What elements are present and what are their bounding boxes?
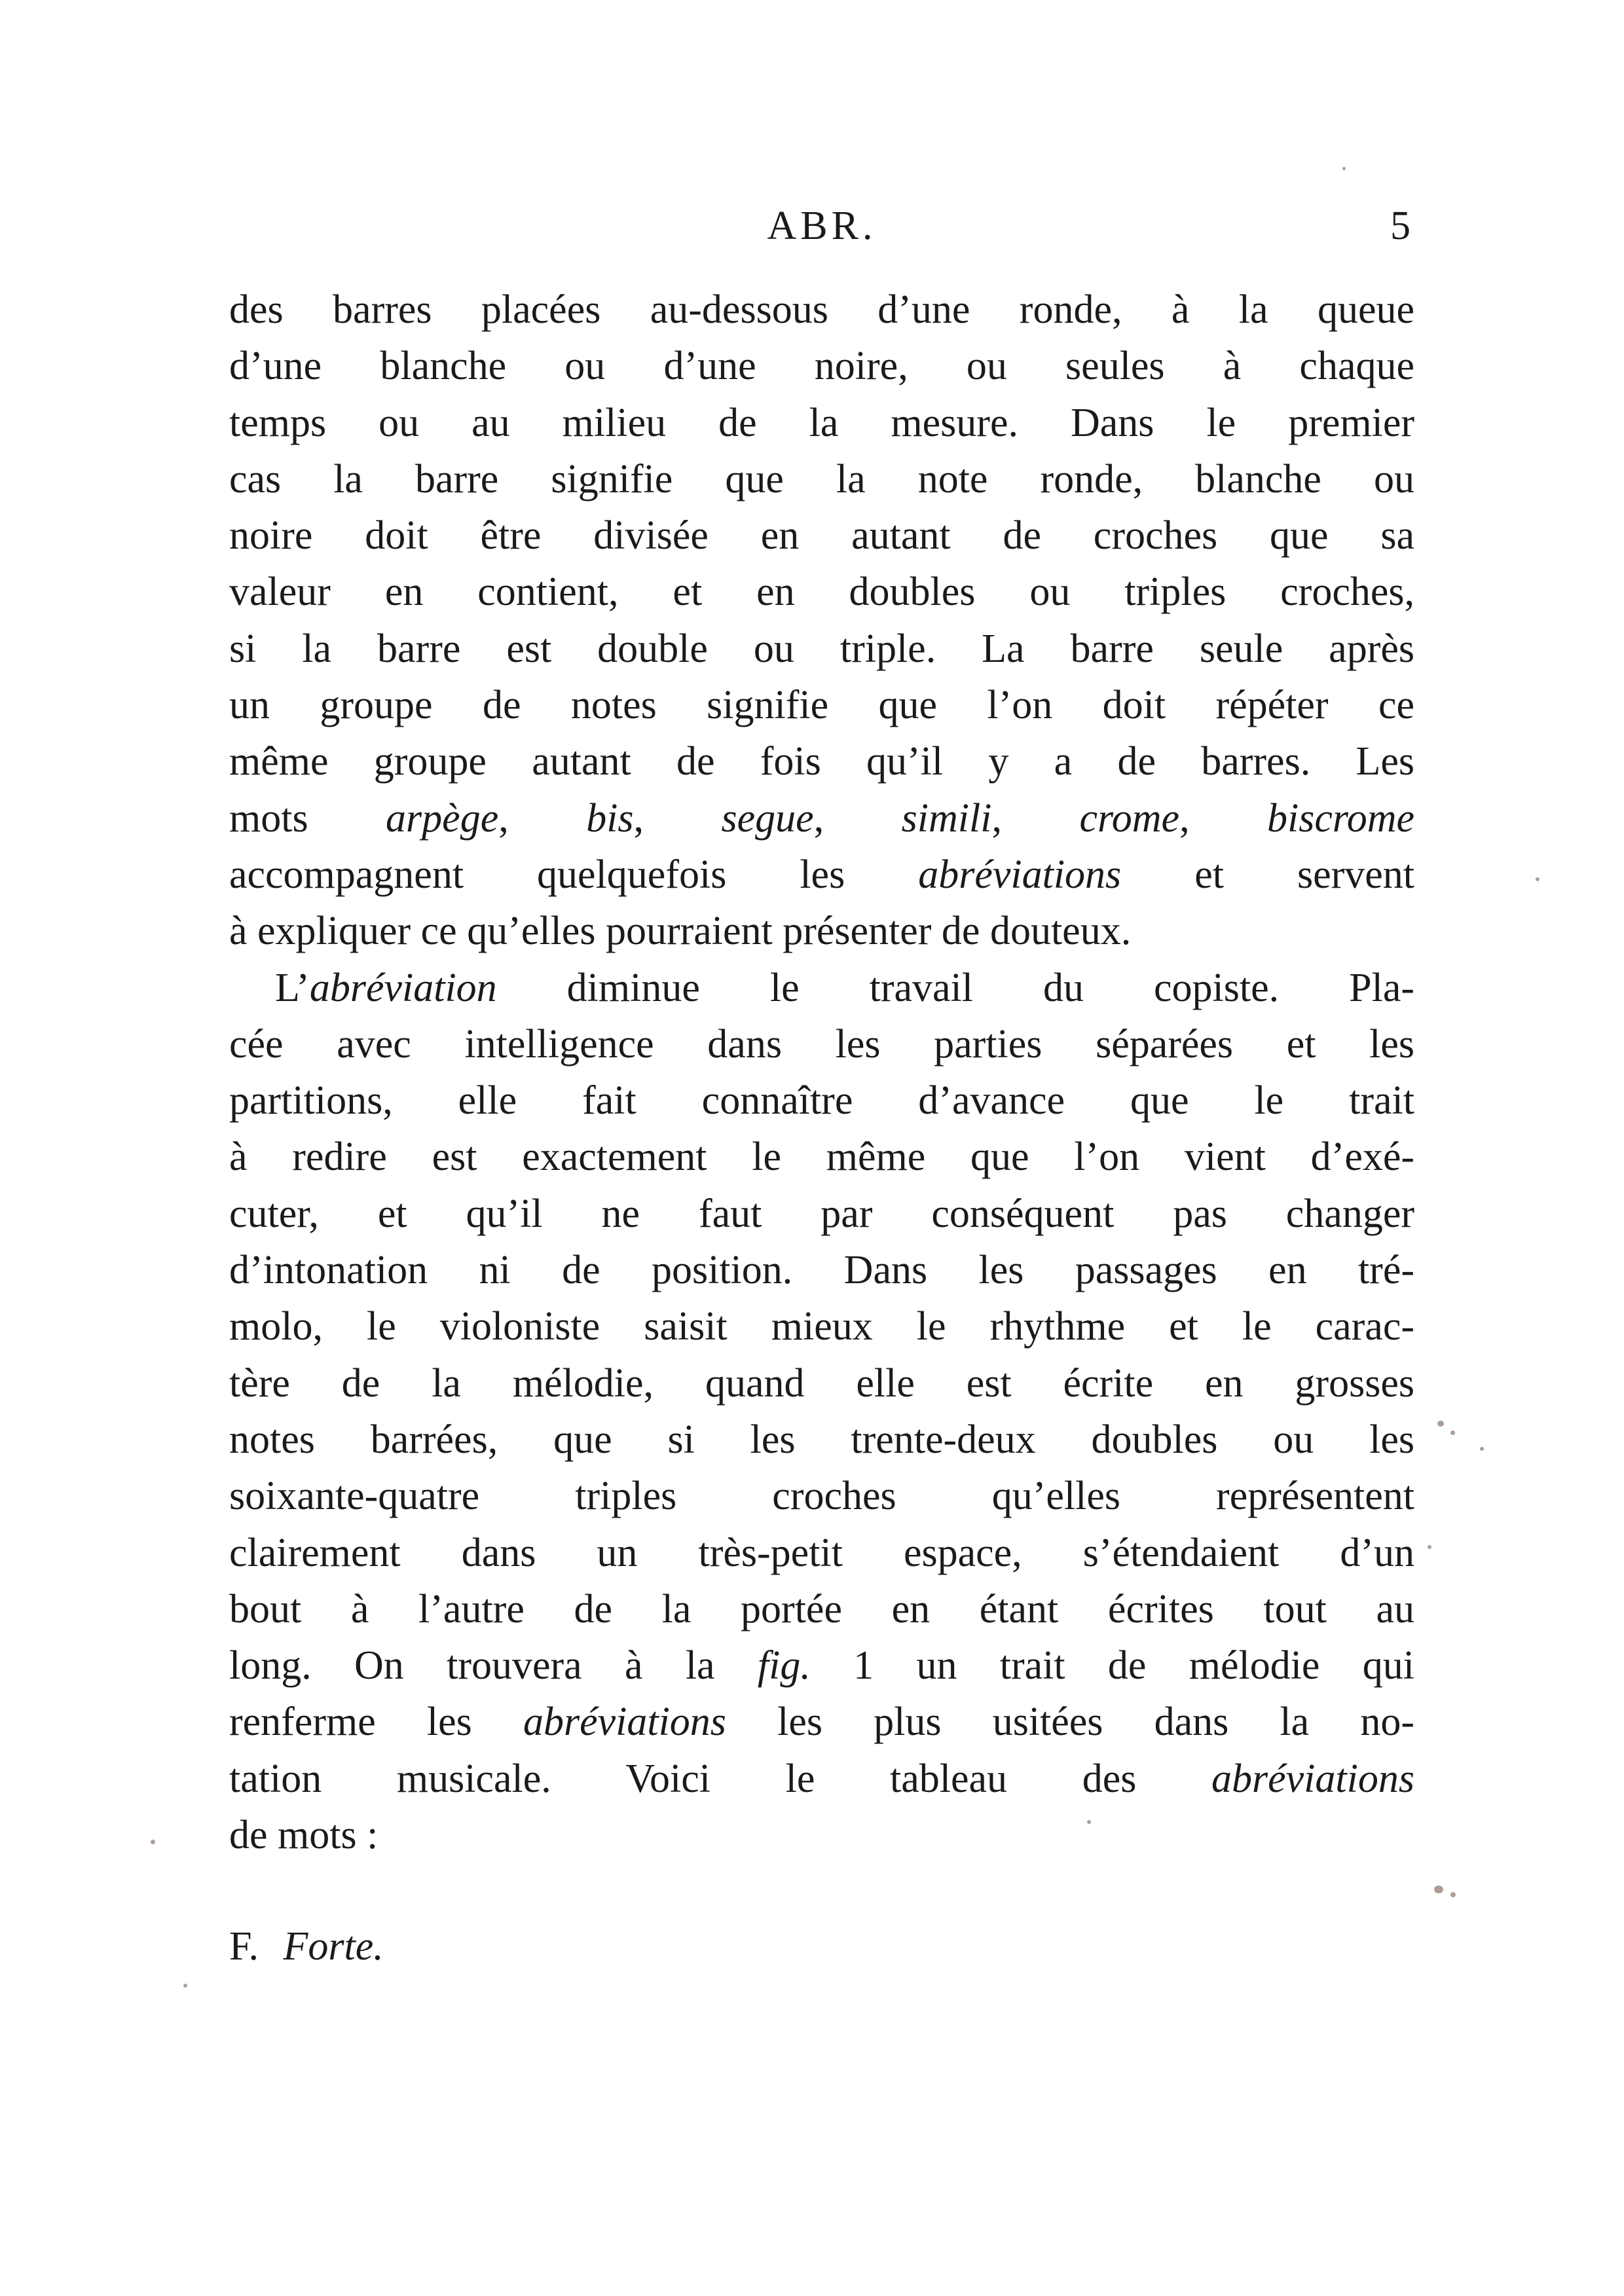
foxing-speck [1480, 1447, 1484, 1451]
italic-term: segue [721, 795, 814, 841]
text-run: mots [229, 795, 386, 841]
italic-term: arpège [386, 795, 499, 841]
text-run: renferme les [229, 1700, 523, 1745]
text-run: , [633, 795, 722, 841]
text-line [229, 1637, 1414, 1694]
text-run: noire doit être divisée en autant de croches que sa [229, 513, 1414, 558]
text-run: valeur en contient, et en doubles ou triples croches, [229, 570, 1414, 615]
text-run: bout à l’autre de la portée en étant écrites tout au [229, 1586, 1414, 1631]
italic-term: simili [901, 795, 992, 841]
text-line [229, 847, 1414, 903]
text-run: et servent [1121, 852, 1415, 897]
text-run: clairement dans un très-petit espace, s’étendaient d’un [229, 1530, 1414, 1575]
text-line [229, 733, 1414, 790]
text-run: cuter, et qu’il ne faut par conséquent pas changer [229, 1191, 1414, 1236]
text-line [229, 1581, 1414, 1637]
foxing-speck [183, 1984, 187, 1988]
text-run: d’une blanche ou d’une noire, ou seules à chaque [229, 344, 1414, 389]
italic-term: abréviations [918, 852, 1122, 897]
text-run: les plus usitées dans la no- [726, 1700, 1414, 1745]
text-run: notes barrées, que si les trente-deux doubles ou les [229, 1417, 1414, 1462]
text-line [229, 1298, 1414, 1355]
text-run: , [991, 795, 1080, 841]
text-run: cée avec intelligence dans les parties séparées et les [229, 1021, 1414, 1066]
text-line [229, 1807, 1414, 1863]
text-run: , [498, 795, 587, 841]
foxing-speck [1087, 1820, 1091, 1824]
text-line [229, 564, 1414, 620]
text-line [229, 1468, 1414, 1524]
text-run: temps ou au milieu de la mesure. Dans le premier [229, 400, 1414, 445]
text-run: à redire est exactement le même que l’on vient d’exé- [229, 1135, 1414, 1180]
foxing-speck [1428, 1545, 1431, 1549]
foxing-speck [1342, 167, 1346, 170]
abbreviation-term: F. [229, 1924, 259, 1969]
text-run: soixante-quatre triples croches qu’elles représentent [229, 1474, 1414, 1519]
text-run: tère de la mélodie, quand elle est écrite en grosses [229, 1360, 1414, 1406]
text-run: des barres placées au-dessous d’une ronde, à la queue [229, 287, 1414, 332]
text-run: à expliquer ce qu’elles pourraient présenter de douteux. [229, 909, 1132, 954]
italic-term: abréviations [523, 1700, 726, 1745]
text-run: cas la barre signifie que la note ronde, blanche ou [229, 456, 1414, 501]
text-run: 1 un trait de mélodie qui [810, 1643, 1414, 1688]
text-line [229, 338, 1414, 394]
text-line [229, 1694, 1414, 1750]
text-line [229, 677, 1414, 733]
text-line [229, 903, 1414, 959]
text-run: un groupe de notes signifie que l’on doit répéter ce [229, 683, 1414, 728]
text-line [229, 790, 1414, 847]
text-run: partitions, elle fait connaître d’avance que le trait [229, 1078, 1414, 1123]
text-run: , [1179, 795, 1268, 841]
text-line [229, 1412, 1414, 1468]
foxing-speck [1434, 1886, 1443, 1893]
text-line [229, 1355, 1414, 1412]
text-run: L’ [275, 965, 310, 1010]
text-line [229, 282, 1414, 338]
text-line [229, 1751, 1414, 1807]
italic-term: biscrome [1267, 795, 1415, 841]
text-line [229, 1242, 1414, 1298]
text-line [229, 1525, 1414, 1581]
abbreviation-meaning: Forte. [283, 1924, 384, 1969]
foxing-speck [1450, 1430, 1455, 1435]
abbreviation-entry [229, 1918, 384, 1975]
text-run: diminue le travail du copiste. Pla- [496, 965, 1414, 1010]
text-run: si la barre est double ou triple. La barre seule après [229, 626, 1414, 671]
foxing-speck [1536, 877, 1540, 881]
text-line [229, 1186, 1414, 1242]
italic-term: fig. [757, 1643, 811, 1688]
italic-term: crome [1079, 795, 1180, 841]
foxing-speck [1437, 1421, 1444, 1427]
text-line [229, 621, 1414, 677]
paragraph-1 [229, 282, 1414, 960]
text-line [229, 1129, 1414, 1185]
foxing-speck [151, 1840, 155, 1844]
text-line [229, 507, 1414, 564]
foxing-speck [1450, 1892, 1456, 1897]
text-run: long. On trouvera à la [229, 1643, 758, 1688]
text-run: de mots : [229, 1813, 378, 1858]
running-head [229, 203, 1414, 262]
text-run: , [813, 795, 902, 841]
text-run: même groupe autant de fois qu’il y a de barres. Les [229, 739, 1414, 784]
text-run: d’intonation ni de position. Dans les passages en tré- [229, 1248, 1414, 1293]
text-line [229, 395, 1414, 451]
text-line [229, 1072, 1414, 1129]
page-number: 5 [1390, 204, 1414, 248]
text-line [229, 960, 1414, 1016]
italic-term: abréviations [1211, 1756, 1414, 1801]
body-text [229, 282, 1414, 1863]
running-head-title: ABR. [767, 204, 877, 248]
text-line [229, 1016, 1414, 1072]
text-run: molo, le violoniste saisit mieux le rhythme et le carac- [229, 1304, 1414, 1349]
italic-term: abréviation [309, 965, 497, 1010]
italic-term: bis [586, 795, 634, 841]
text-run: accompagnent quelquefois les [229, 852, 919, 897]
text-run: tation musicale. Voici le tableau des [229, 1756, 1212, 1801]
text-line [229, 451, 1414, 507]
paragraph-2 [229, 960, 1414, 1864]
